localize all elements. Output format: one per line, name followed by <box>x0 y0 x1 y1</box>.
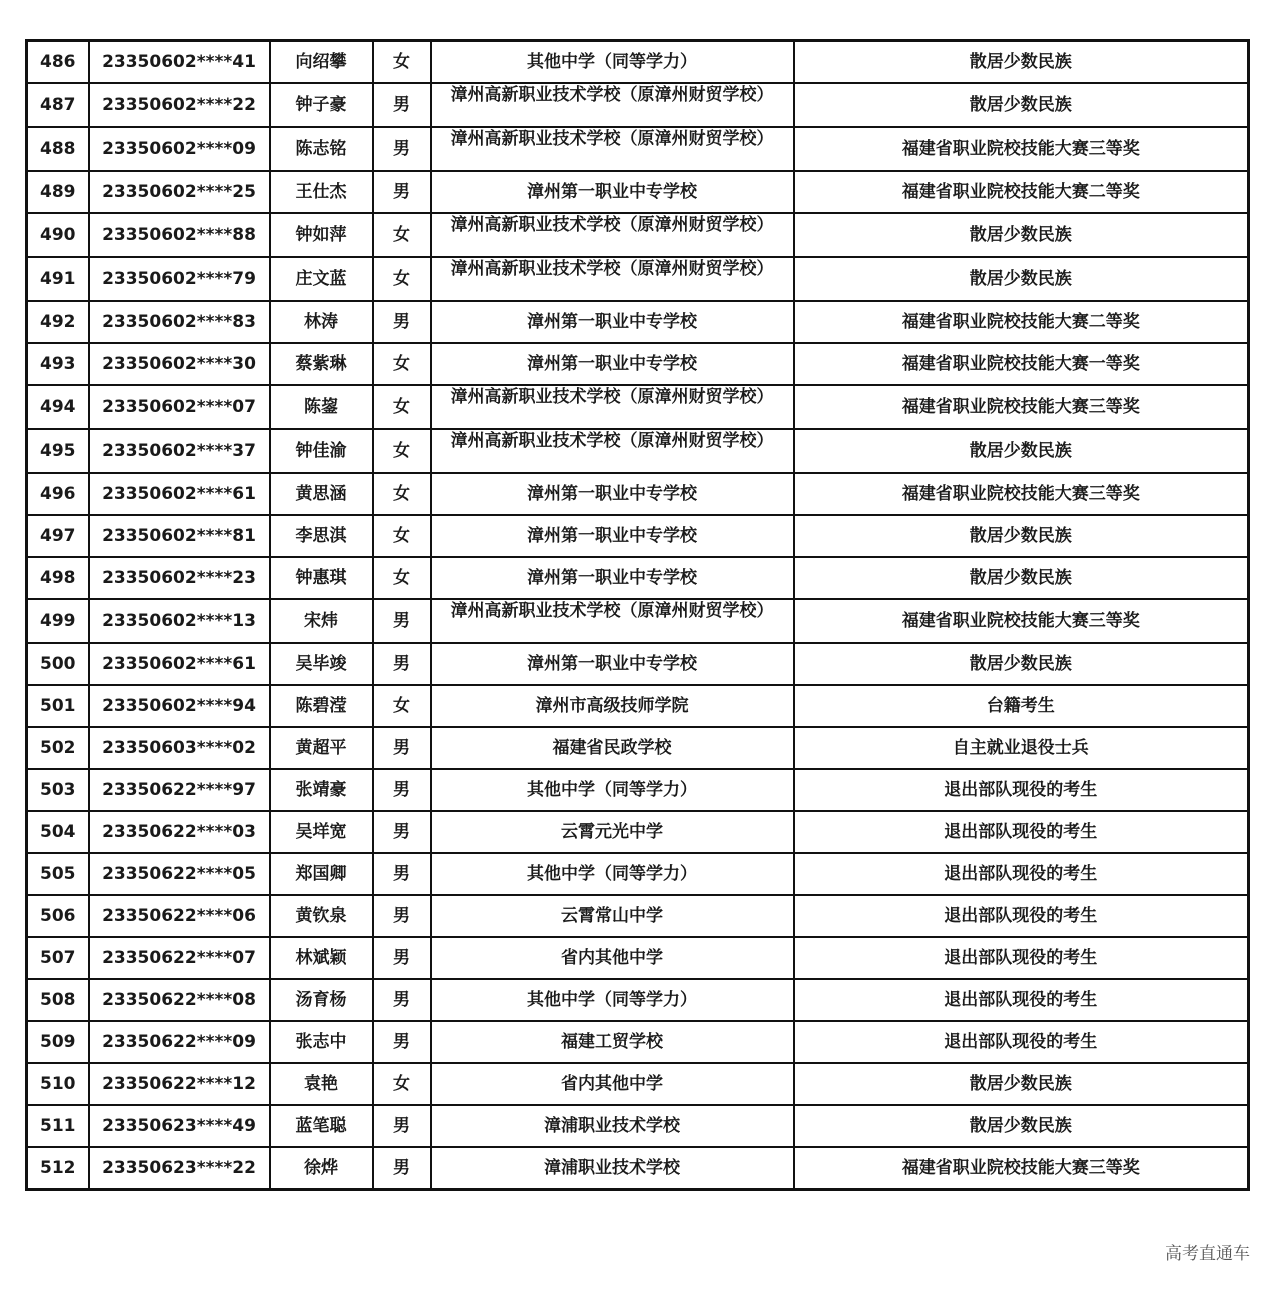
cell-name: 钟佳渝 <box>270 429 373 473</box>
cell-category: 退出部队现役的考生 <box>794 1021 1249 1063</box>
cell-gender: 女 <box>373 515 431 557</box>
table-row <box>27 811 1249 853</box>
cell-gender: 女 <box>373 429 431 473</box>
cell-number: 507 <box>27 937 89 979</box>
cell-gender: 男 <box>373 643 431 685</box>
cell-school: 漳州高新职业技术学校（原漳州财贸学校） <box>431 83 794 127</box>
cell-category: 退出部队现役的考生 <box>794 769 1249 811</box>
cell-category: 散居少数民族 <box>794 515 1249 557</box>
roster-table-container <box>25 39 1247 1191</box>
cell-exam-id: 23350622****08 <box>89 979 270 1021</box>
cell-exam-id: 23350602****30 <box>89 343 270 385</box>
cell-number: 495 <box>27 429 89 473</box>
cell-number: 486 <box>27 41 89 84</box>
cell-gender: 男 <box>373 171 431 213</box>
cell-school: 其他中学（同等学力） <box>431 41 794 84</box>
roster-table <box>25 39 1250 1191</box>
cell-school: 漳浦职业技术学校 <box>431 1147 794 1190</box>
cell-gender: 女 <box>373 1063 431 1105</box>
cell-school: 漳州第一职业中专学校 <box>431 515 794 557</box>
cell-name: 汤育杨 <box>270 979 373 1021</box>
cell-gender: 男 <box>373 1021 431 1063</box>
cell-number: 492 <box>27 301 89 343</box>
cell-exam-id: 23350602****88 <box>89 213 270 257</box>
cell-category: 散居少数民族 <box>794 1105 1249 1147</box>
cell-category: 散居少数民族 <box>794 557 1249 599</box>
cell-gender: 男 <box>373 937 431 979</box>
cell-exam-id: 23350602****94 <box>89 685 270 727</box>
cell-number: 491 <box>27 257 89 301</box>
cell-school: 漳浦职业技术学校 <box>431 1105 794 1147</box>
cell-category: 退出部队现役的考生 <box>794 979 1249 1021</box>
table-row <box>27 643 1249 685</box>
cell-gender: 男 <box>373 1105 431 1147</box>
cell-exam-id: 23350602****07 <box>89 385 270 429</box>
table-row <box>27 557 1249 599</box>
table-row <box>27 769 1249 811</box>
cell-number: 489 <box>27 171 89 213</box>
table-row <box>27 937 1249 979</box>
cell-category: 福建省职业院校技能大赛三等奖 <box>794 473 1249 515</box>
cell-exam-id: 23350602****79 <box>89 257 270 301</box>
table-row <box>27 257 1249 301</box>
cell-gender: 男 <box>373 1147 431 1190</box>
cell-gender: 男 <box>373 83 431 127</box>
cell-exam-id: 23350622****09 <box>89 1021 270 1063</box>
table-row <box>27 895 1249 937</box>
cell-name: 黄超平 <box>270 727 373 769</box>
cell-name: 林斌颖 <box>270 937 373 979</box>
table-row <box>27 473 1249 515</box>
cell-gender: 男 <box>373 853 431 895</box>
cell-school: 福建省民政学校 <box>431 727 794 769</box>
cell-school: 漳州高新职业技术学校（原漳州财贸学校） <box>431 213 794 257</box>
cell-name: 庄文蓝 <box>270 257 373 301</box>
cell-school: 漳州第一职业中专学校 <box>431 301 794 343</box>
cell-number: 510 <box>27 1063 89 1105</box>
cell-number: 504 <box>27 811 89 853</box>
cell-name: 林涛 <box>270 301 373 343</box>
cell-name: 陈鋆 <box>270 385 373 429</box>
table-row <box>27 979 1249 1021</box>
roster-table-body <box>27 41 1249 1190</box>
cell-exam-id: 23350623****22 <box>89 1147 270 1190</box>
cell-name: 郑国卿 <box>270 853 373 895</box>
cell-school: 省内其他中学 <box>431 1063 794 1105</box>
cell-number: 503 <box>27 769 89 811</box>
cell-name: 张靖豪 <box>270 769 373 811</box>
cell-exam-id: 23350602****37 <box>89 429 270 473</box>
cell-number: 509 <box>27 1021 89 1063</box>
cell-exam-id: 23350623****49 <box>89 1105 270 1147</box>
cell-number: 501 <box>27 685 89 727</box>
cell-name: 吴毕竣 <box>270 643 373 685</box>
cell-number: 512 <box>27 1147 89 1190</box>
cell-name: 吴垟宽 <box>270 811 373 853</box>
cell-number: 500 <box>27 643 89 685</box>
cell-exam-id: 23350622****07 <box>89 937 270 979</box>
cell-name: 钟如萍 <box>270 213 373 257</box>
cell-category: 退出部队现役的考生 <box>794 937 1249 979</box>
cell-school: 其他中学（同等学力） <box>431 979 794 1021</box>
table-row <box>27 213 1249 257</box>
cell-number: 490 <box>27 213 89 257</box>
cell-number: 508 <box>27 979 89 1021</box>
table-row <box>27 853 1249 895</box>
cell-gender: 男 <box>373 727 431 769</box>
cell-category: 福建省职业院校技能大赛三等奖 <box>794 127 1249 171</box>
cell-school: 漳州第一职业中专学校 <box>431 643 794 685</box>
table-row <box>27 727 1249 769</box>
cell-school: 云霄元光中学 <box>431 811 794 853</box>
cell-category: 散居少数民族 <box>794 1063 1249 1105</box>
cell-category: 散居少数民族 <box>794 643 1249 685</box>
cell-exam-id: 23350622****97 <box>89 769 270 811</box>
cell-gender: 男 <box>373 769 431 811</box>
cell-gender: 女 <box>373 213 431 257</box>
cell-category: 福建省职业院校技能大赛三等奖 <box>794 1147 1249 1190</box>
cell-category: 散居少数民族 <box>794 257 1249 301</box>
cell-exam-id: 23350622****12 <box>89 1063 270 1105</box>
cell-exam-id: 23350602****09 <box>89 127 270 171</box>
cell-school: 漳州高新职业技术学校（原漳州财贸学校） <box>431 429 794 473</box>
cell-school: 漳州高新职业技术学校（原漳州财贸学校） <box>431 599 794 643</box>
cell-exam-id: 23350602****13 <box>89 599 270 643</box>
cell-number: 498 <box>27 557 89 599</box>
cell-school: 漳州第一职业中专学校 <box>431 473 794 515</box>
cell-number: 511 <box>27 1105 89 1147</box>
cell-exam-id: 23350602****25 <box>89 171 270 213</box>
table-row <box>27 429 1249 473</box>
table-row <box>27 1021 1249 1063</box>
table-row <box>27 343 1249 385</box>
cell-name: 蔡紫琳 <box>270 343 373 385</box>
cell-number: 488 <box>27 127 89 171</box>
cell-name: 张志中 <box>270 1021 373 1063</box>
table-row <box>27 685 1249 727</box>
cell-gender: 男 <box>373 979 431 1021</box>
cell-number: 502 <box>27 727 89 769</box>
cell-category: 福建省职业院校技能大赛三等奖 <box>794 599 1249 643</box>
cell-school: 其他中学（同等学力） <box>431 769 794 811</box>
cell-school: 其他中学（同等学力） <box>431 853 794 895</box>
cell-gender: 女 <box>373 473 431 515</box>
table-row <box>27 127 1249 171</box>
cell-name: 蓝笔聪 <box>270 1105 373 1147</box>
cell-number: 494 <box>27 385 89 429</box>
cell-number: 499 <box>27 599 89 643</box>
cell-school: 漳州高新职业技术学校（原漳州财贸学校） <box>431 127 794 171</box>
cell-exam-id: 23350603****02 <box>89 727 270 769</box>
cell-school: 漳州市高级技师学院 <box>431 685 794 727</box>
cell-exam-id: 23350602****41 <box>89 41 270 84</box>
cell-school: 省内其他中学 <box>431 937 794 979</box>
cell-name: 陈碧滢 <box>270 685 373 727</box>
cell-category: 福建省职业院校技能大赛二等奖 <box>794 171 1249 213</box>
cell-gender: 男 <box>373 811 431 853</box>
table-row <box>27 1063 1249 1105</box>
cell-exam-id: 23350622****06 <box>89 895 270 937</box>
cell-school: 漳州第一职业中专学校 <box>431 171 794 213</box>
cell-category: 退出部队现役的考生 <box>794 811 1249 853</box>
table-row <box>27 599 1249 643</box>
table-row <box>27 515 1249 557</box>
table-row <box>27 83 1249 127</box>
table-row <box>27 301 1249 343</box>
cell-exam-id: 23350602****23 <box>89 557 270 599</box>
cell-name: 王仕杰 <box>270 171 373 213</box>
cell-gender: 女 <box>373 41 431 84</box>
cell-category: 台籍考生 <box>794 685 1249 727</box>
cell-exam-id: 23350602****61 <box>89 643 270 685</box>
cell-name: 李思淇 <box>270 515 373 557</box>
cell-school: 云霄常山中学 <box>431 895 794 937</box>
table-row <box>27 171 1249 213</box>
cell-number: 496 <box>27 473 89 515</box>
cell-school: 漳州高新职业技术学校（原漳州财贸学校） <box>431 257 794 301</box>
cell-exam-id: 23350602****81 <box>89 515 270 557</box>
cell-name: 钟惠琪 <box>270 557 373 599</box>
cell-category: 福建省职业院校技能大赛一等奖 <box>794 343 1249 385</box>
cell-category: 退出部队现役的考生 <box>794 895 1249 937</box>
cell-exam-id: 23350622****03 <box>89 811 270 853</box>
cell-gender: 女 <box>373 557 431 599</box>
cell-gender: 男 <box>373 127 431 171</box>
cell-gender: 男 <box>373 301 431 343</box>
cell-number: 493 <box>27 343 89 385</box>
cell-number: 505 <box>27 853 89 895</box>
cell-number: 506 <box>27 895 89 937</box>
table-row <box>27 1105 1249 1147</box>
cell-exam-id: 23350602****83 <box>89 301 270 343</box>
cell-exam-id: 23350602****61 <box>89 473 270 515</box>
cell-gender: 男 <box>373 895 431 937</box>
cell-category: 散居少数民族 <box>794 41 1249 84</box>
cell-name: 徐烨 <box>270 1147 373 1190</box>
cell-category: 散居少数民族 <box>794 213 1249 257</box>
cell-school: 漳州高新职业技术学校（原漳州财贸学校） <box>431 385 794 429</box>
cell-number: 487 <box>27 83 89 127</box>
cell-name: 黄钦泉 <box>270 895 373 937</box>
cell-category: 散居少数民族 <box>794 83 1249 127</box>
cell-gender: 女 <box>373 385 431 429</box>
cell-name: 黄思涵 <box>270 473 373 515</box>
cell-gender: 女 <box>373 257 431 301</box>
cell-school: 福建工贸学校 <box>431 1021 794 1063</box>
cell-gender: 女 <box>373 685 431 727</box>
table-row <box>27 385 1249 429</box>
table-row <box>27 41 1249 84</box>
cell-number: 497 <box>27 515 89 557</box>
cell-school: 漳州第一职业中专学校 <box>431 557 794 599</box>
cell-category: 自主就业退役士兵 <box>794 727 1249 769</box>
watermark-text: 高考直通车 <box>1165 1244 1250 1264</box>
cell-gender: 女 <box>373 343 431 385</box>
cell-exam-id: 23350602****22 <box>89 83 270 127</box>
cell-category: 退出部队现役的考生 <box>794 853 1249 895</box>
cell-category: 散居少数民族 <box>794 429 1249 473</box>
cell-name: 向绍攀 <box>270 41 373 84</box>
cell-gender: 男 <box>373 599 431 643</box>
cell-name: 陈志铭 <box>270 127 373 171</box>
cell-name: 钟子豪 <box>270 83 373 127</box>
cell-name: 袁艳 <box>270 1063 373 1105</box>
table-row <box>27 1147 1249 1190</box>
cell-category: 福建省职业院校技能大赛三等奖 <box>794 385 1249 429</box>
cell-name: 宋炜 <box>270 599 373 643</box>
cell-school: 漳州第一职业中专学校 <box>431 343 794 385</box>
cell-category: 福建省职业院校技能大赛二等奖 <box>794 301 1249 343</box>
cell-exam-id: 23350622****05 <box>89 853 270 895</box>
